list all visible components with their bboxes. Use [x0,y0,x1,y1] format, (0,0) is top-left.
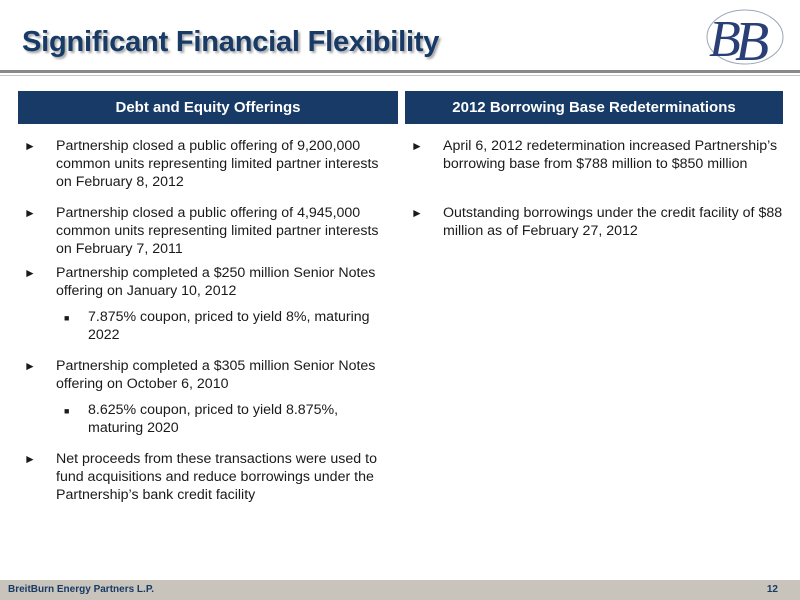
footer-bar [0,580,800,600]
left-bullet-5-text: Net proceeds from these transactions were used to fund acquisitions and reduce borrowings under the Partnership’s bank credit facility [56,451,377,503]
left-subbullet-1-text: 7.875% coupon, priced to yield 8%, maturing 2022 [88,309,370,343]
right-bullet-2-text: Outstanding borrowings under the credit facility of $88 million as of February 27, 2012 [443,205,783,239]
pointer-icon: ► [24,266,36,280]
title-divider [0,70,800,73]
title-divider-thin [0,75,800,76]
debt-equity-heading: Debt and Equity Offerings [18,91,398,124]
pointer-icon: ► [24,206,36,220]
page-number: 12 [766,584,778,595]
breitburn-logo-icon [705,6,785,68]
pointer-icon: ► [24,452,36,466]
svg-text:B: B [735,11,770,68]
left-subbullet-2-text: 8.625% coupon, priced to yield 8.875%, maturing 2020 [88,402,339,436]
pointer-icon: ► [24,359,36,373]
page-title: Significant Financial Flexibility [22,26,440,58]
pointer-icon: ► [411,206,423,220]
footer-company: BreitBurn Energy Partners L.P. [8,584,154,595]
right-bullet-1-text: April 6, 2012 redetermination increased Partnership’s borrowing base from $788 million to $850 million [443,138,778,172]
pointer-icon: ► [411,139,423,153]
left-bullet-2-text: Partnership closed a public offering of 4,945,000 common units representing limited partner interests on February 7, 2011 [56,205,379,257]
left-bullet-1-text: Partnership closed a public offering of 9,200,000 common units representing limited partner interests on February 8, 2012 [56,138,379,190]
square-bullet-icon: ■ [64,406,70,416]
left-bullet-4-text: Partnership completed a $305 million Senior Notes offering on October 6, 2010 [56,358,376,392]
svg-text:B: B [709,11,741,68]
square-bullet-icon: ■ [64,313,70,323]
pointer-icon: ► [24,139,36,153]
left-bullet-3-text: Partnership completed a $250 million Senior Notes offering on January 10, 2012 [56,265,376,299]
borrowing-base-heading: 2012 Borrowing Base Redeterminations [405,91,783,124]
